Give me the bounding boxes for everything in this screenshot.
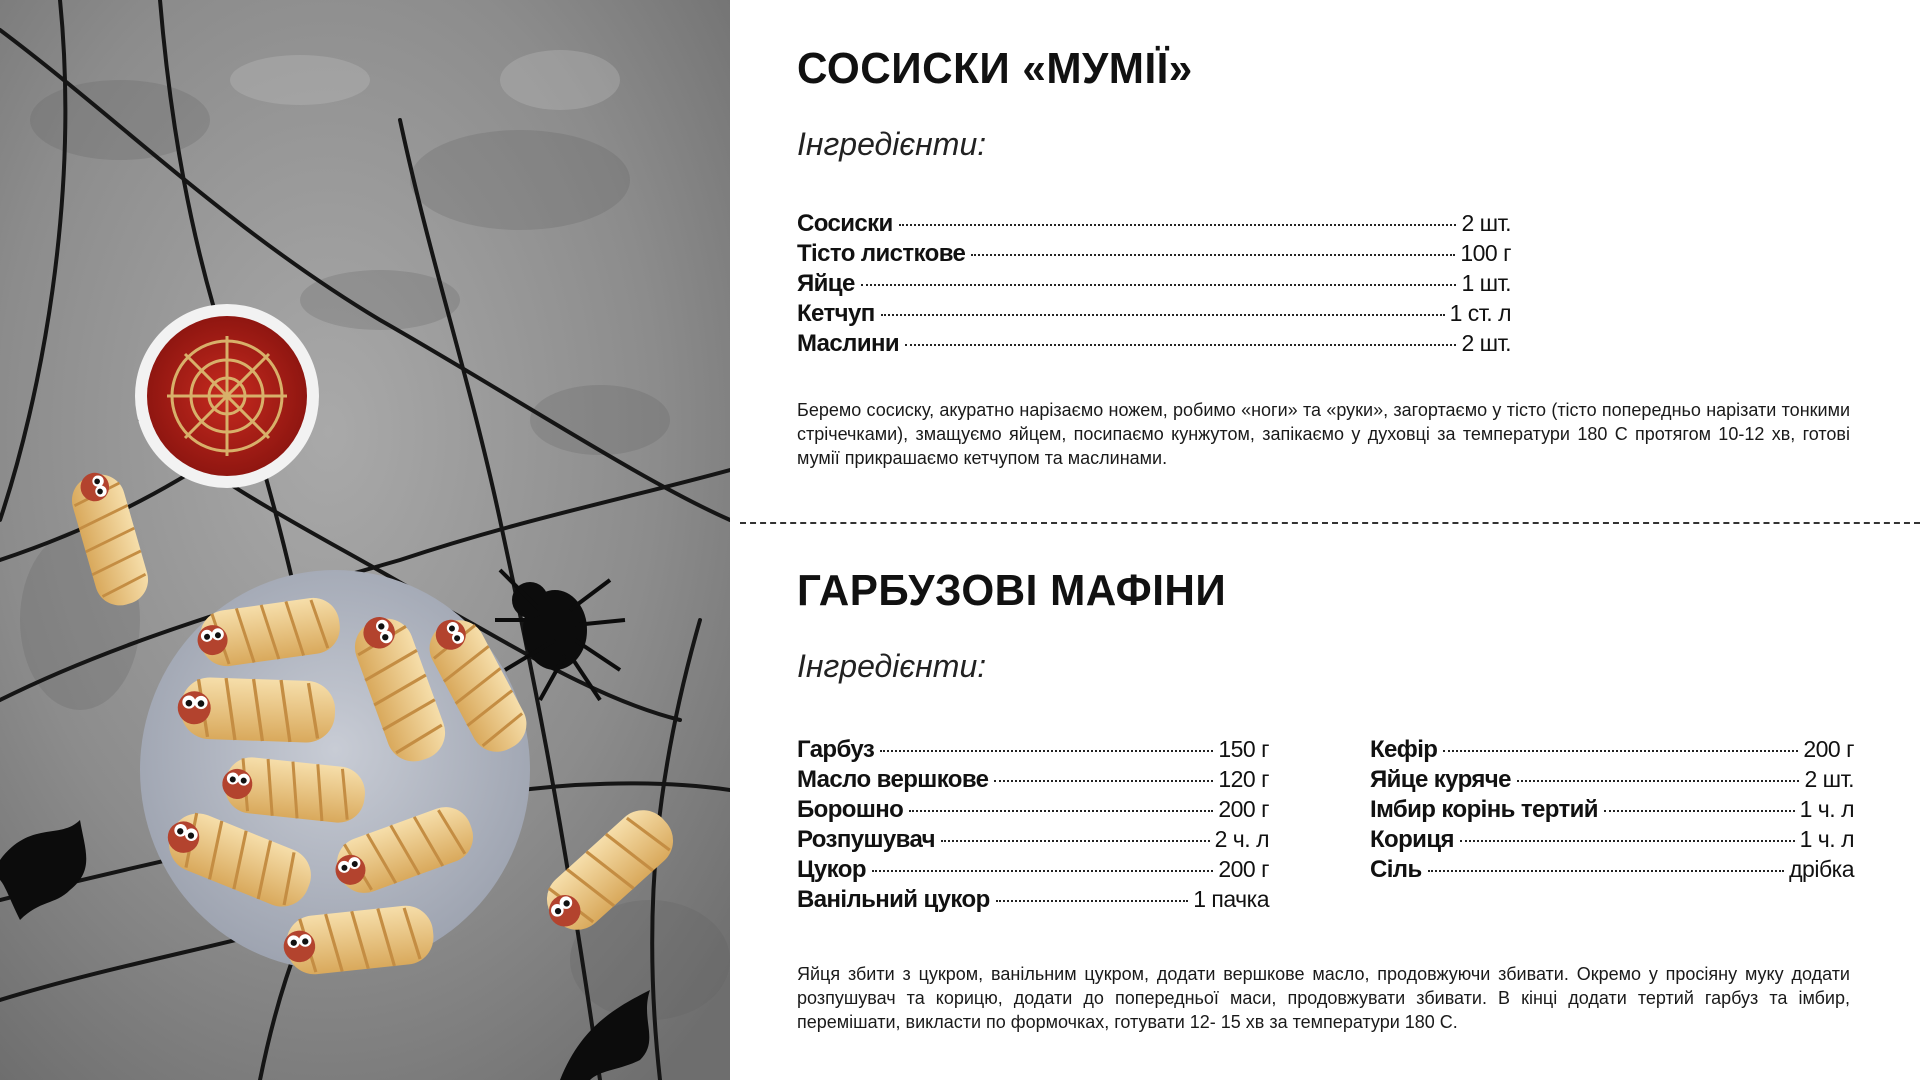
recipe-instructions: Яйця збити з цукром, ванільним цукром, додати вершкове масло, продовжуючи збивати. Окремо у просіяну муку додати розпушувач та корицю, додати до попередньої маси, продовжувати збивати. В кінці додати тертий гарбуз та імбир, перемішати, викласти по формочках, готувати 12- 15 хв за температури 180 С. [797,964,1850,1032]
ingredient-row [797,884,1269,914]
ingredient-name: Кефір [1370,736,1438,763]
ingredient-name: Розпушувач [797,826,936,853]
ingredient-row [797,854,1269,884]
ingredient-name: Масло вершкове [797,766,989,793]
ingredient-row [1370,734,1854,764]
dot-leader [905,344,1456,346]
ingredient-row [797,824,1269,854]
ingredient-quantity: 2 шт. [1804,766,1854,792]
ingredient-name: Сіль [1370,856,1422,883]
ingredient-quantity: 2 шт. [1461,330,1511,356]
ingredient-row [797,734,1269,764]
ingredient-quantity: 200 г [1218,856,1269,882]
ingredient-quantity: 120 г [1218,766,1269,792]
dot-leader [861,284,1457,286]
ingredients-heading: Інгредієнти: [797,648,987,684]
dot-leader [1443,750,1798,752]
dot-leader [1460,840,1795,842]
ingredient-quantity: 2 ч. л [1214,826,1269,852]
mummy-sausages-illustration [0,0,730,1080]
ingredient-list [797,208,1511,358]
ingredient-quantity: 150 г [1218,736,1269,762]
dot-leader [941,840,1210,842]
ingredient-name: Гарбуз [797,736,875,763]
ingredient-name: Яйце куряче [1370,766,1511,793]
ingredients-heading: Інгредієнти: [797,126,987,162]
ingredient-quantity: 1 пачка [1193,886,1269,912]
ingredient-row [797,208,1511,238]
dot-leader [872,870,1213,872]
ingredient-name: Сосиски [797,210,893,237]
recipe-title: СОСИСКИ «МУМІЇ» [797,44,1193,93]
dot-leader [1428,870,1785,872]
dot-leader [994,780,1213,782]
dot-leader [1517,780,1800,782]
ingredient-row [797,298,1511,328]
ingredient-row [797,794,1269,824]
ingredient-name: Цукор [797,856,866,883]
ingredient-row [797,328,1511,358]
dot-leader [881,314,1445,316]
ingredient-row [797,764,1269,794]
ingredient-name: Маслини [797,330,900,357]
ingredient-name: Борошно [797,796,904,823]
ingredient-row [1370,764,1854,794]
ingredient-quantity: 100 г [1460,240,1511,266]
ingredient-list-left [797,734,1269,914]
ingredient-name: Тісто листкове [797,240,966,267]
ingredient-name: Кетчуп [797,300,875,327]
ingredient-quantity: 1 ч. л [1799,796,1854,822]
recipe-title: ГАРБУЗОВІ МАФІНИ [797,566,1227,615]
ingredient-quantity: дрібка [1789,856,1854,882]
ingredient-row [1370,854,1854,884]
ingredient-quantity: 1 шт. [1461,270,1511,296]
food-photo [0,0,730,1080]
ingredient-row [797,238,1511,268]
ingredient-row [1370,794,1854,824]
dot-leader [880,750,1213,752]
recipe-sausage-mummies [797,40,1857,468]
recipe-pumpkin-muffins [797,562,1857,1032]
ingredient-name: Яйце [797,270,855,297]
ingredient-quantity: 1 ч. л [1799,826,1854,852]
dot-leader [1604,810,1795,812]
recipe-instructions: Беремо сосиску, акуратно нарізаємо ножем, робимо «ноги» та «руки», загортаємо у тісто (тісто попередньо нарізати тонкими стрічечками), змащуємо яйцем, посипаємо кунжутом, запікаємо у духовці за температури 180 С протягом 10-12 хв, готові мумії прикрашаємо кетчупом та маслинами. [797,400,1850,468]
ingredient-list-right [1370,734,1854,884]
ingredient-quantity: 200 г [1803,736,1854,762]
ingredient-row [1370,824,1854,854]
ingredient-row [797,268,1511,298]
dot-leader [996,900,1189,902]
dot-leader [899,224,1457,226]
dot-leader [971,254,1455,256]
dot-leader [909,810,1213,812]
ingredient-quantity: 2 шт. [1461,210,1511,236]
ingredient-name: Кориця [1370,826,1454,853]
section-divider [740,522,1920,524]
ingredient-name: Імбир корінь тертий [1370,796,1598,823]
ingredient-quantity: 200 г [1218,796,1269,822]
ingredient-quantity: 1 ст. л [1449,300,1511,326]
ingredient-name: Ванільний цукор [797,886,990,913]
